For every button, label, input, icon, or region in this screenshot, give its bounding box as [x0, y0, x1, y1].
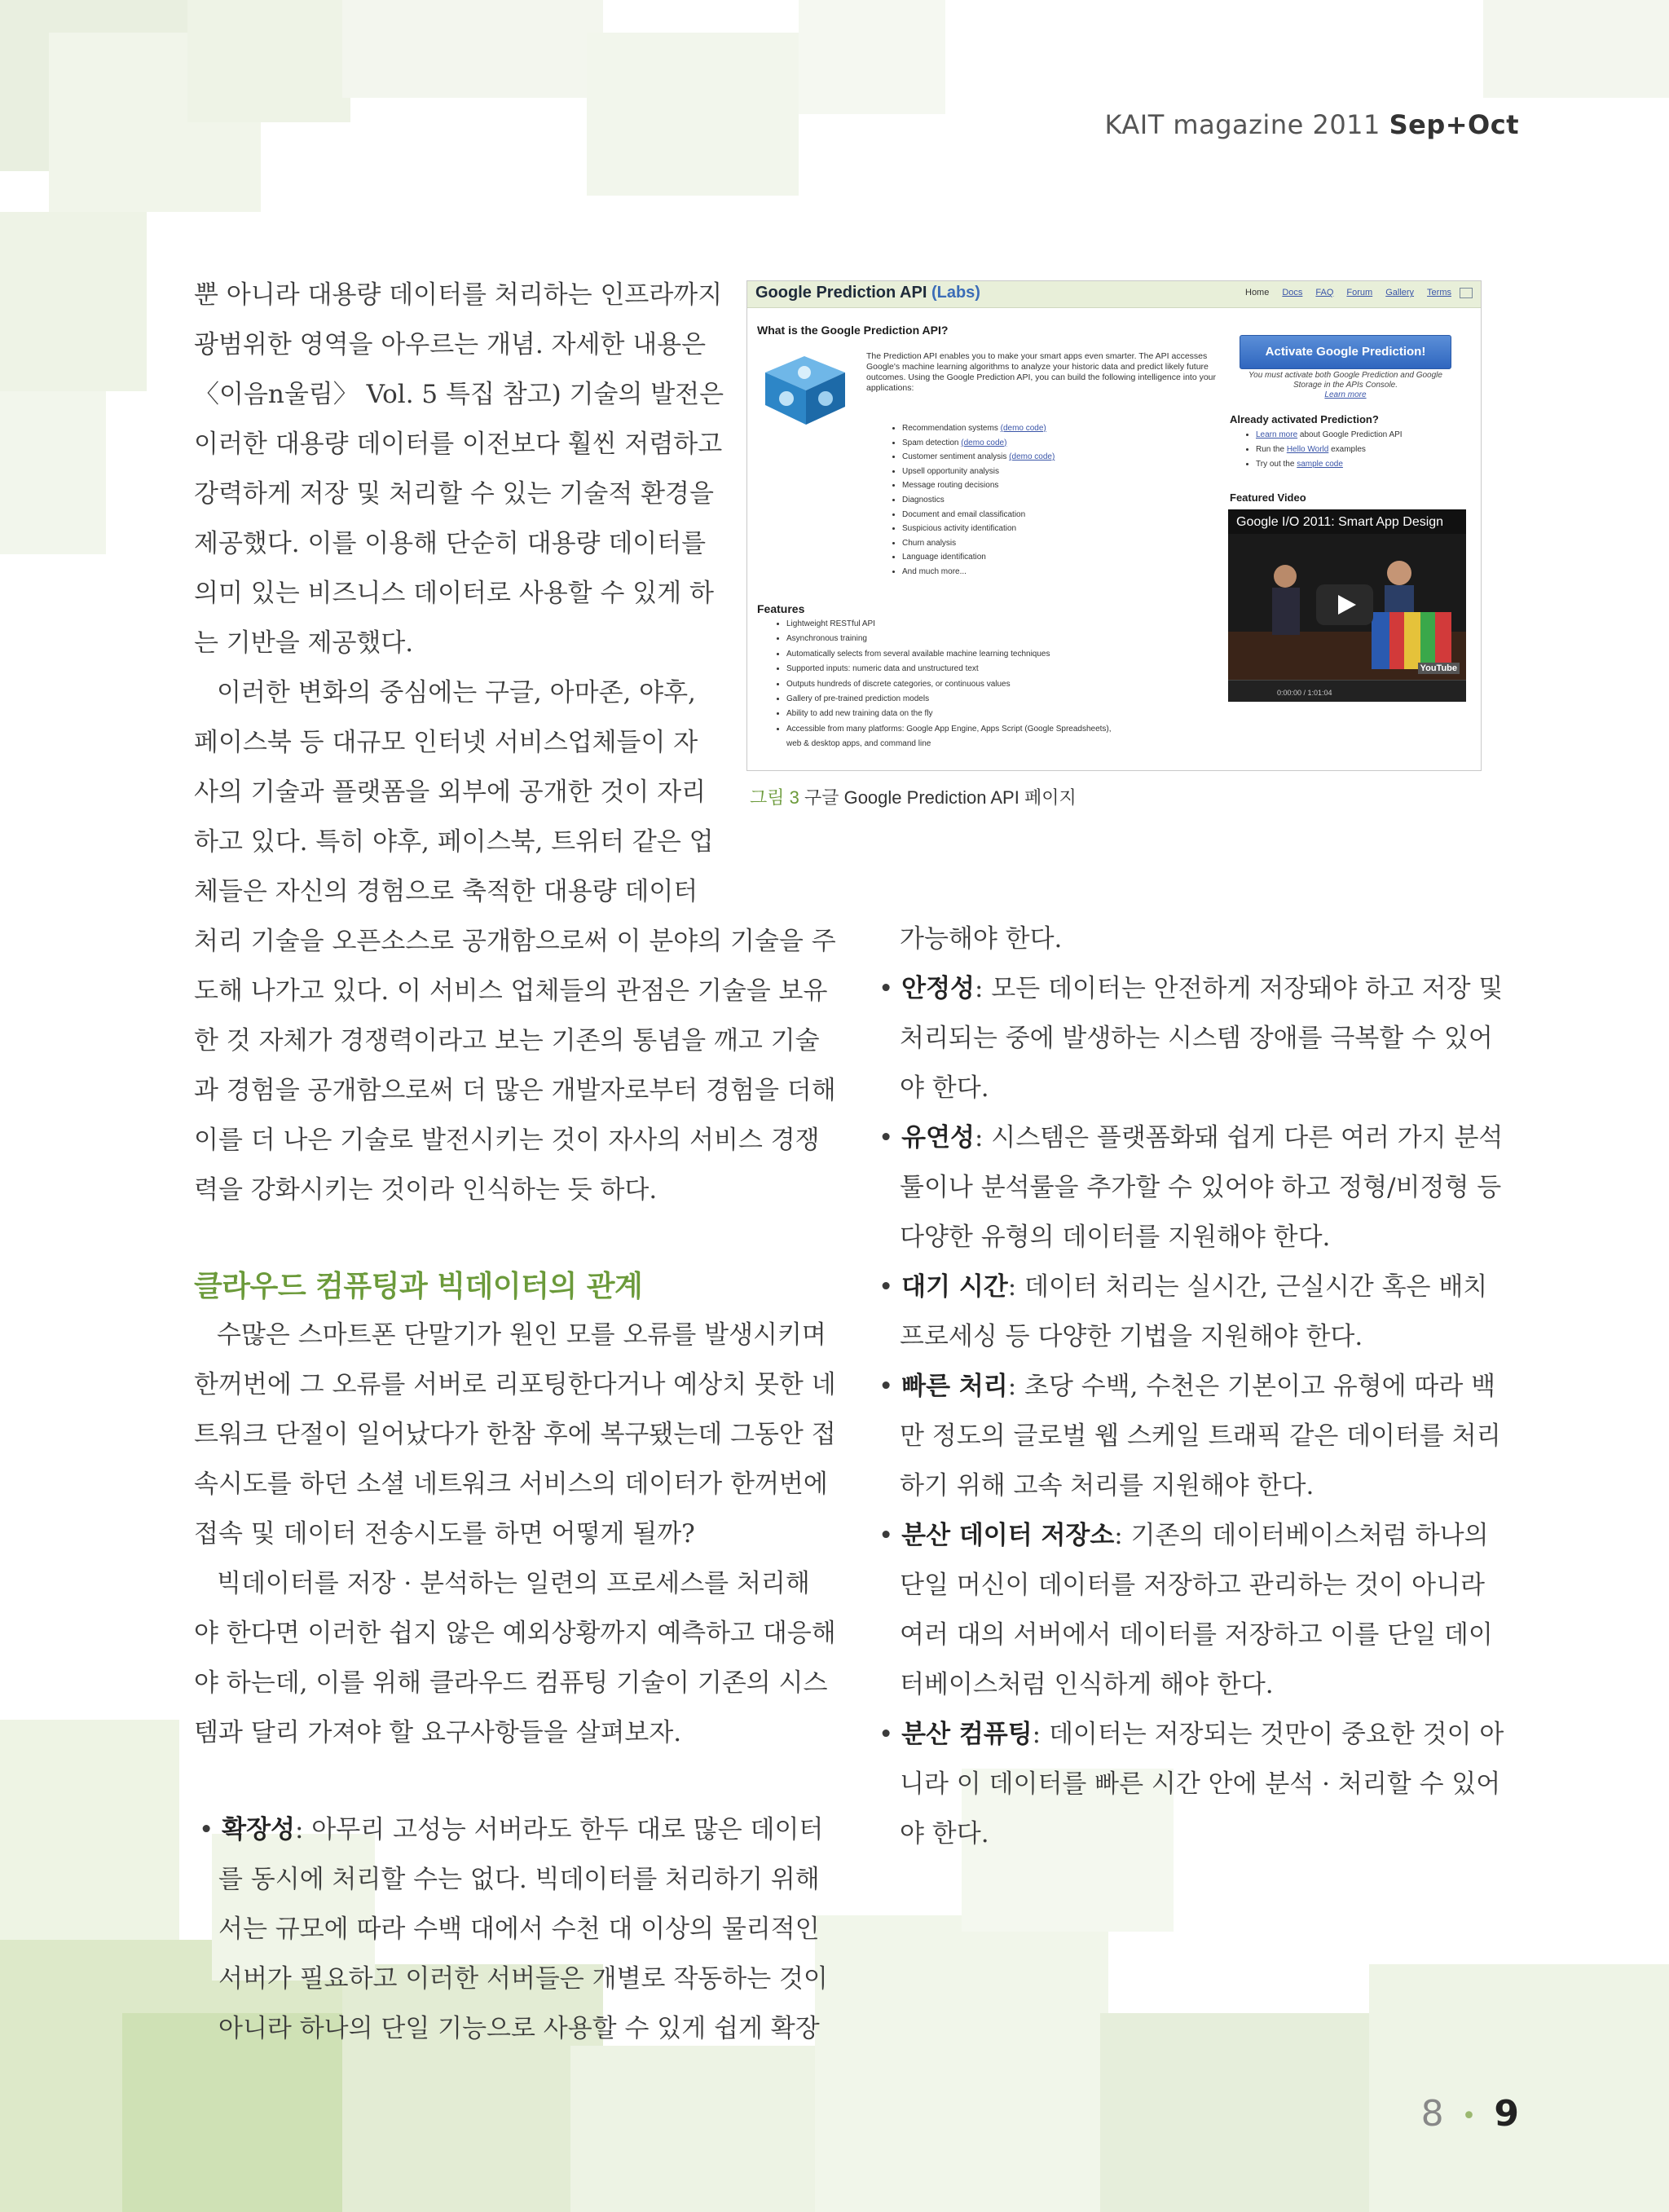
figure-nav: [1232, 288, 1473, 298]
feature-item: • Asynchronous training: [786, 632, 1112, 646]
bullet-text: 하기 위해 고속 처리를 지원해야 한다.: [900, 1471, 1315, 1500]
demo-code-link[interactable]: (demo code): [961, 438, 1007, 447]
bullet-line: [194, 1805, 824, 1855]
video-controls[interactable]: [1228, 680, 1466, 702]
bullet-dot: •: [879, 1272, 902, 1302]
bullet-dot: •: [879, 1521, 902, 1550]
bullet-line: [872, 1113, 1504, 1163]
video-time: 0:00:00 / 1:01:04: [1277, 689, 1332, 697]
already-item: [1256, 457, 1403, 472]
already-list: [1244, 428, 1403, 472]
text-line: 사의 기술과 플랫폼을 외부에 공개한 것이 자리: [194, 778, 707, 807]
already-heading: Already activated Prediction?: [1230, 413, 1379, 425]
bullet-text: : 기존의 데이터베이스처럼 하나의: [1114, 1521, 1489, 1550]
feature-item: • Ability to add new training data on the fly: [786, 707, 1112, 721]
bullet-line: [872, 1809, 1475, 1859]
text-line: 과 경험을 공개함으로써 더 많은 개발자로부터 경험을 더해: [194, 1076, 836, 1105]
nav-link[interactable]: Gallery: [1385, 288, 1415, 298]
text-line: 이러한 변화의 중심에는 구글, 아마존, 야후,: [217, 678, 696, 707]
bullet-lead: 분산 컴퓨팅: [901, 1720, 1033, 1749]
use-item: [902, 478, 1055, 493]
text-line: 접속 및 데이터 전송시도를 하면 어떻게 될까?: [194, 1519, 695, 1549]
bullet-lead: 대기 시간: [901, 1272, 1008, 1302]
text-line: 〈이음n울림〉 Vol. 5 특집 참고) 기술의 발전은: [194, 380, 724, 409]
already-pre: Try out the: [1256, 460, 1297, 469]
text-line: 페이스북 등 대규모 인터넷 서비스업체들이 자: [194, 728, 698, 757]
use-item: [902, 522, 1055, 536]
already-item: [1256, 443, 1403, 457]
bullet-line: [872, 1561, 1485, 1611]
already-link[interactable]: sample code: [1297, 460, 1343, 469]
figure-caption: [750, 784, 1077, 809]
text-line: 도해 나가고 있다. 이 서비스 업체들의 관점은 기술을 보유: [194, 976, 828, 1006]
feature-item: • Outputs hundreds of discrete categories, or continuous values: [786, 677, 1112, 692]
intro-text: The Prediction API enables you to make your smart apps even smarter. The API accesses Google's machine learning algorithms to analyze your historic data and predict likely future outcomes. Using the Google Prediction API, you can build the following intelligence into your applications:: [866, 351, 1217, 393]
already-item: [1256, 428, 1403, 443]
use-text: Message routing decisions: [902, 481, 999, 491]
bullet-text: 만 정도의 글로벌 웹 스케일 트래픽 같은 데이터를 처리: [900, 1421, 1501, 1451]
bullet-line: [194, 2004, 820, 2054]
text-line: 제공했다. 이를 이용해 단순히 대용량 데이터를: [194, 529, 707, 558]
use-item: [902, 450, 1055, 465]
uses-list: [891, 421, 1055, 579]
figure-title-bar: [747, 281, 1481, 308]
use-item: [902, 421, 1055, 436]
bullet-text: 야 한다.: [900, 1819, 989, 1848]
bullet-line: [872, 1412, 1501, 1461]
section-title: 클라우드 컴퓨팅과 빅데이터의 관계: [194, 1270, 643, 1303]
bullet-line: [872, 1312, 1475, 1362]
figure-number: 그림 3: [750, 787, 799, 808]
nav-link[interactable]: FAQ: [1315, 288, 1334, 298]
video-heading: Featured Video: [1230, 491, 1306, 504]
text-line: 야 하는데, 이를 위해 클라우드 컴퓨팅 기술이 기존의 시스: [194, 1668, 828, 1698]
use-item: [902, 536, 1055, 551]
text-line: 한 것 자체가 경쟁력이라고 보는 기존의 통념을 깨고 기술: [194, 1026, 820, 1055]
text-line: 는 기반을 제공했다.: [194, 628, 414, 658]
use-item: [902, 508, 1055, 522]
feature-item: • Automatically selects from several available machine learning techniques: [786, 647, 1112, 662]
bullet-text: : 아무리 고성능 서버라도 한두 대로 많은 데이터: [294, 1815, 824, 1844]
use-text: Churn analysis: [902, 538, 957, 548]
bullet-line: [872, 1461, 1475, 1511]
bullet-text: 단일 머신이 데이터를 저장하고 관리하는 것이 아니라: [900, 1571, 1485, 1600]
right-column-text: [872, 914, 1504, 1859]
nav-link[interactable]: Terms: [1427, 288, 1451, 298]
text-line: 하고 있다. 특히 야후, 페이스북, 트위터 같은 업: [194, 827, 714, 857]
page-number-right: 9: [1494, 2093, 1519, 2135]
demo-code-link[interactable]: (demo code): [1000, 424, 1046, 433]
bullet-line: [872, 1511, 1489, 1561]
use-text: Suspicious activity identification: [902, 524, 1017, 534]
feature-item: • Supported inputs: numeric data and unstructured text: [786, 662, 1112, 676]
bullet-line: [872, 1362, 1496, 1412]
use-text: Recommendation systems: [902, 424, 998, 433]
bullet-text: : 데이터 처리는 실시간, 근실시간 혹은 배치: [1007, 1272, 1488, 1302]
bullet-text: 처리되는 중에 발생하는 시스템 장애를 극복할 수 있어: [900, 1024, 1493, 1053]
bullet-lead: 확장성: [222, 1815, 295, 1844]
bullet-text: : 모든 데이터는 안전하게 저장돼야 하고 저장 및: [974, 974, 1504, 1003]
feature-item: • Gallery of pre-trained prediction models: [786, 692, 1112, 707]
activate-note: You must activate both Google Prediction and Google Storage in the APIs Console. Learn more: [1248, 371, 1442, 399]
bullet-line: [872, 1660, 1475, 1710]
features-heading: Features: [757, 602, 805, 615]
scalability-bullet: [194, 1805, 828, 2054]
text-line: 체들은 자신의 경험으로 축적한 대용량 데이터: [194, 877, 698, 906]
bullet-lead: 빠른 처리: [901, 1372, 1008, 1401]
page-numbers: [1421, 2093, 1519, 2135]
nav-link[interactable]: Docs: [1282, 288, 1303, 298]
bullet-dot: •: [879, 1123, 902, 1152]
bullet-lead: 유연성: [901, 1123, 975, 1152]
bullet-line: [194, 1905, 820, 1954]
use-text: And much more...: [902, 566, 967, 576]
use-item: [902, 565, 1055, 579]
text-line: 강력하게 저장 및 처리할 수 있는 기술적 환경을: [194, 479, 714, 509]
bullet-text: 니라 이 데이터를 빠른 시간 안에 분석 · 처리할 수 있어: [900, 1769, 1501, 1799]
text-line: 한꺼번에 그 오류를 서버로 리포팅한다거나 예상치 못한 네: [194, 1370, 836, 1399]
bullet-text: 야 한다.: [900, 1073, 989, 1103]
play-button-icon[interactable]: [1316, 584, 1373, 625]
bullet-text: 아니라 하나의 단일 기능으로 사용할 수 있게 쉽게 확장: [218, 2014, 820, 2043]
text-line: 빅데이터를 저장 · 분석하는 일련의 프로세스를 처리해: [217, 1569, 810, 1598]
bullet-line: [872, 964, 1504, 1014]
text-line: 력을 강화시키는 것이라 인식하는 듯 하다.: [194, 1175, 658, 1205]
use-text: Document and email classification: [902, 509, 1026, 519]
bullet-line: [872, 1064, 1475, 1113]
bullet-dot: •: [879, 974, 902, 1003]
already-text: examples: [1328, 445, 1366, 454]
already-pre: Run the: [1256, 445, 1287, 454]
left-column-bottom-text: [194, 1311, 836, 1758]
text-line: 속시도를 하던 소셜 네트워크 서비스의 데이터가 한꺼번에: [194, 1470, 828, 1499]
features-list: [775, 617, 1112, 752]
use-text: Spam detection: [902, 438, 959, 447]
bullet-line: [872, 1014, 1493, 1064]
feature-item: • Accessible from many platforms: Google App Engine, Apps Script (Google Spreadsheets),: [786, 722, 1112, 737]
expand-icon: [1460, 288, 1473, 298]
bullet-text: 여러 대의 서버에서 데이터를 저장하고 이를 단일 데이: [900, 1620, 1493, 1650]
bullet-text: 서는 규모에 따라 수백 대에서 수천 대 이상의 물리적인: [218, 1915, 820, 1944]
figure-title: Google Prediction API (Labs): [755, 284, 980, 302]
bullet-dot: •: [879, 1372, 902, 1401]
text-line: 의미 있는 비즈니스 데이터로 사용할 수 있게 하: [194, 579, 714, 608]
video-title: Google I/O 2011: Smart App Design: [1236, 515, 1444, 529]
bullet-text: : 시스템은 플랫폼화돼 쉽게 다른 여러 가지 분석: [974, 1123, 1504, 1152]
bullet-text: 서버가 필요하고 이러한 서버들은 개별로 작동하는 것이: [218, 1964, 828, 1994]
bullet-text: : 데이터는 저장되는 것만이 중요한 것이 아: [1032, 1720, 1504, 1749]
bullet-text: 프로세싱 등 다양한 기법을 지원해야 한다.: [900, 1322, 1363, 1351]
youtube-logo: YouTube: [1418, 663, 1460, 674]
bullet-lead: 안정성: [901, 974, 975, 1003]
text-line: 광범위한 영역을 아우르는 개념. 자세한 내용은: [194, 330, 707, 359]
feature-item: • Lightweight RESTful API: [786, 617, 1112, 632]
bullet-line: [872, 1163, 1502, 1213]
use-text: Language identification: [902, 553, 986, 562]
activate-button[interactable]: Activate Google Prediction!: [1240, 335, 1451, 369]
nav-link[interactable]: Home: [1245, 288, 1270, 298]
bullet-dot: •: [879, 1720, 902, 1749]
already-link[interactable]: Learn more: [1256, 430, 1298, 439]
use-text: Diagnostics: [902, 495, 945, 505]
nav-link[interactable]: Forum: [1346, 288, 1373, 298]
bullet-line: [194, 1855, 820, 1905]
use-item: [902, 550, 1055, 565]
text-line: 처리 기술을 오픈소스로 공개함으로써 이 분야의 기술을 주: [194, 927, 836, 956]
bullet-text: : 초당 수백, 수천은 기본이고 유형에 따라 백: [1007, 1372, 1496, 1401]
text-line: 수많은 스마트폰 단말기가 원인 모를 오류를 발생시키며: [217, 1320, 826, 1350]
bullet-text: 다양한 유형의 데이터를 지원해야 한다.: [900, 1223, 1331, 1252]
bullet-line: [872, 1710, 1504, 1760]
bullet-text: 툴이나 분석룰을 추가할 수 있어야 하고 정형/비정형 등: [900, 1173, 1502, 1202]
use-item: [902, 465, 1055, 479]
magazine-name: KAIT magazine 2011: [1104, 109, 1381, 140]
prediction-cube-icon: [757, 350, 853, 428]
what-heading: What is the Google Prediction API?: [757, 324, 949, 337]
text-line: 트워크 단절이 일어났다가 한참 후에 복구됐는데 그동안 접: [194, 1420, 836, 1449]
demo-code-link[interactable]: (demo code): [1009, 452, 1055, 462]
use-item: [902, 493, 1055, 508]
text-line: 이를 더 나은 기술로 발전시키는 것이 자사의 서비스 경쟁: [194, 1126, 820, 1155]
bullet-dot: •: [199, 1815, 222, 1844]
bullet-text: 를 동시에 처리할 수는 없다. 빅데이터를 처리하기 위해: [218, 1865, 820, 1894]
use-item: [902, 436, 1055, 451]
bullet-text: 터베이스처럼 인식하게 해야 한다.: [900, 1670, 1274, 1699]
running-header: [1104, 109, 1519, 140]
bullet-line: [872, 1213, 1475, 1262]
video-player[interactable]: [1228, 509, 1466, 702]
bullet-line: [194, 1954, 828, 2004]
figure-screenshot: [746, 280, 1482, 771]
text-line: 가능해야 한다.: [900, 924, 1063, 954]
text-line: 야 한다면 이러한 쉽지 않은 예외상황까지 예측하고 대응해: [194, 1619, 836, 1648]
bullet-lead: 분산 데이터 저장소: [901, 1521, 1115, 1550]
use-text: Customer sentiment analysis: [902, 452, 1007, 462]
text-line: 뿐 아니라 대용량 데이터를 처리하는 인프라까지: [194, 280, 723, 310]
feature-item: web & desktop apps, and command line: [786, 739, 931, 749]
bullet-line: [872, 1760, 1501, 1809]
already-text: about Google Prediction API: [1297, 430, 1403, 439]
use-text: Upsell opportunity analysis: [902, 466, 999, 476]
bullet-line: [872, 1611, 1493, 1660]
page-number-left: 8: [1420, 2093, 1444, 2135]
issue-label: Sep+Oct: [1389, 109, 1519, 140]
bullet-line: [872, 1262, 1488, 1312]
text-line: 이러한 대용량 데이터를 이전보다 훨씬 저렴하고: [194, 430, 723, 459]
caption-text: 구글 Google Prediction API 페이지: [799, 787, 1077, 808]
already-link[interactable]: Hello World: [1286, 445, 1329, 454]
learn-more-link[interactable]: Learn more: [1324, 390, 1367, 399]
page-separator: •: [1461, 2101, 1477, 2130]
text-line: 템과 달리 가져야 할 요구사항들을 살펴보자.: [194, 1718, 682, 1747]
